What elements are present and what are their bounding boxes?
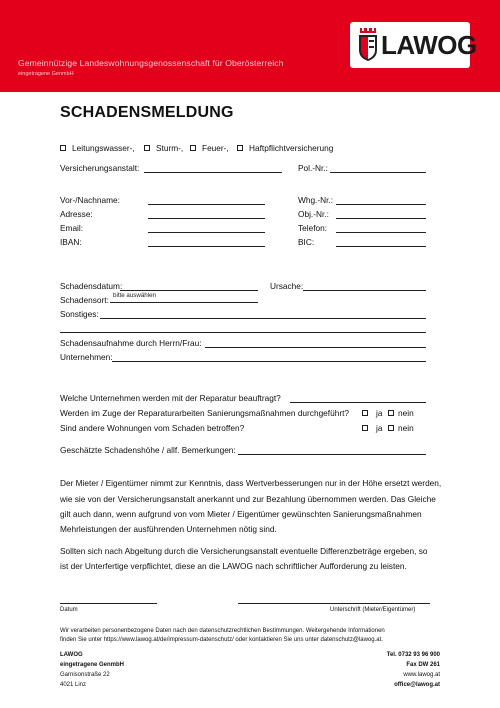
obj-field[interactable] bbox=[336, 218, 426, 219]
footer-web[interactable]: www.lawog.at bbox=[403, 672, 440, 678]
damage-location-select[interactable]: bitte auswählen bbox=[113, 292, 156, 299]
repair-field[interactable] bbox=[290, 402, 426, 403]
email-field[interactable] bbox=[148, 232, 265, 233]
damage-date-field[interactable] bbox=[120, 290, 258, 291]
email-label: Email: bbox=[60, 223, 84, 233]
checkbox-liability[interactable] bbox=[237, 145, 243, 151]
org-name: Gemeinnützige Landeswohnungsgenossenschaft für Oberösterreich bbox=[18, 58, 284, 68]
insurer-field[interactable] bbox=[144, 172, 282, 173]
signature-field[interactable] bbox=[238, 603, 430, 604]
footer-email[interactable]: office@lawog.at bbox=[394, 682, 440, 688]
org-type: eingetragene GenmbH bbox=[18, 71, 74, 77]
q-other-apartments: Sind andere Wohnungen vom Schaden betroffen? bbox=[60, 423, 245, 433]
damage-location-line bbox=[110, 302, 258, 303]
label-liability: Haftpflichtversicherung bbox=[249, 143, 334, 153]
renovation-yes-checkbox[interactable] bbox=[362, 410, 368, 416]
damage-location-label: Schadensort: bbox=[60, 295, 109, 305]
footer-company: LAWOG bbox=[60, 652, 83, 658]
insurer-label: Versicherungsanstalt: bbox=[60, 163, 140, 173]
label-storm: Sturm-, bbox=[156, 143, 184, 153]
q-repair: Welche Unternehmen werden mit der Reparatur beauftragt? bbox=[60, 393, 281, 403]
renovation-no-label: nein bbox=[398, 408, 414, 418]
phone-field[interactable] bbox=[336, 232, 426, 233]
footer-street: Garnisonstraße 22 bbox=[60, 672, 110, 678]
address-label: Adresse: bbox=[60, 209, 93, 219]
policy-field[interactable] bbox=[330, 172, 426, 173]
bic-label: BIC: bbox=[298, 237, 315, 247]
checkbox-storm[interactable] bbox=[144, 145, 150, 151]
other-field-line2[interactable] bbox=[60, 332, 426, 333]
label-water: Leitungswasser-, bbox=[72, 143, 135, 153]
other-apartments-yes-checkbox[interactable] bbox=[362, 425, 368, 431]
label-fire: Feuer-, bbox=[202, 143, 229, 153]
legal-text-line: gilt auch dann, wenn aufgrund von vom Mieter / Eigentümer gewünschten Sanierungsmaßnahmen bbox=[60, 509, 422, 519]
cause-label: Ursache: bbox=[270, 281, 304, 291]
estimate-field[interactable] bbox=[238, 454, 426, 455]
recorded-by-field[interactable] bbox=[205, 347, 426, 348]
name-label: Vor-/Nachname: bbox=[60, 195, 120, 205]
whg-field[interactable] bbox=[336, 204, 426, 205]
iban-field[interactable] bbox=[148, 246, 265, 247]
cause-field[interactable] bbox=[303, 290, 426, 291]
other-apartments-no-checkbox[interactable] bbox=[388, 425, 394, 431]
footer-fax: Fax DW 261 bbox=[406, 662, 440, 668]
legal-text-line: Sollten sich nach Abgeltung durch die Versicherungsanstalt eventuelle Differenzbeträge ergeben, so bbox=[60, 546, 428, 556]
crest-icon bbox=[358, 28, 378, 61]
other-apartments-no-label: nein bbox=[398, 423, 414, 433]
logo-text: LAWOG bbox=[381, 30, 477, 60]
renovation-no-checkbox[interactable] bbox=[388, 410, 394, 416]
companies-label: Unternehmen: bbox=[60, 352, 113, 362]
estimate-label: Geschätzte Schadenshöhe / allf. Bemerkungen: bbox=[60, 445, 236, 455]
privacy-line: Wir verarbeiten personenbezogene Daten nach den datenschutzrechtlichen Bestimmungen. Weitergehende Informationen bbox=[60, 628, 385, 634]
address-field[interactable] bbox=[148, 218, 265, 219]
header-banner bbox=[0, 0, 500, 92]
other-field[interactable] bbox=[100, 318, 426, 319]
iban-label: IBAN: bbox=[60, 237, 82, 247]
checkbox-water[interactable] bbox=[60, 145, 66, 151]
signature-label: Unterschrift (Mieter/Eigentümer) bbox=[330, 607, 416, 613]
footer-company-type: eingetragene GenmbH bbox=[60, 662, 125, 668]
legal-text-line: wie sie von der Versicherungsanstalt anerkannt und zur Bezahlung übernommen werden. Das Gleiche bbox=[60, 494, 436, 504]
privacy-line: finden Sie unter https://www.lawog.at/de/impressum-datenschutz/ oder kontaktieren Sie uns unter datenschutz@lawog.at. bbox=[60, 637, 383, 643]
q-renovation: Werden im Zuge der Reparaturarbeiten Sanierungsmaßnahmen durchgeführt? bbox=[60, 408, 350, 418]
renovation-yes-label: ja bbox=[376, 408, 383, 418]
policy-label: Pol.-Nr.: bbox=[298, 163, 328, 173]
legal-text-line: Mehrleistungen der ausführenden Unternehmen nötig sind. bbox=[60, 524, 277, 534]
footer-phone: Tel. 0732 93 96 900 bbox=[386, 652, 440, 658]
page-title: SCHADENSMELDUNG bbox=[60, 104, 234, 121]
bic-field[interactable] bbox=[336, 246, 426, 247]
name-field[interactable] bbox=[148, 204, 265, 205]
legal-text-line: ist der Unterfertige verpflichtet, diese an die LAWOG nach schriftlicher Aufforderung zu leisten. bbox=[60, 561, 407, 571]
obj-label: Obj.-Nr.: bbox=[298, 209, 329, 219]
companies-field[interactable] bbox=[112, 361, 426, 362]
damage-date-label: Schadensdatum: bbox=[60, 281, 123, 291]
date-label: Datum bbox=[60, 607, 78, 613]
checkbox-fire[interactable] bbox=[190, 145, 196, 151]
phone-label: Telefon: bbox=[298, 223, 328, 233]
recorded-by-label: Schadensaufnahme durch Herrn/Frau: bbox=[60, 338, 202, 348]
other-apartments-yes-label: ja bbox=[376, 423, 383, 433]
other-label: Sonstiges: bbox=[60, 309, 99, 319]
legal-text-line: Der Mieter / Eigentümer nimmt zur Kenntnis, dass Wertverbesserungen nur in der Höhe ersetzt werden, bbox=[60, 478, 442, 488]
whg-label: Whg.-Nr.: bbox=[298, 195, 334, 205]
date-signature-field[interactable] bbox=[60, 603, 157, 604]
footer-city: 4021 Linz bbox=[60, 682, 87, 688]
lawog-logo bbox=[350, 22, 477, 68]
